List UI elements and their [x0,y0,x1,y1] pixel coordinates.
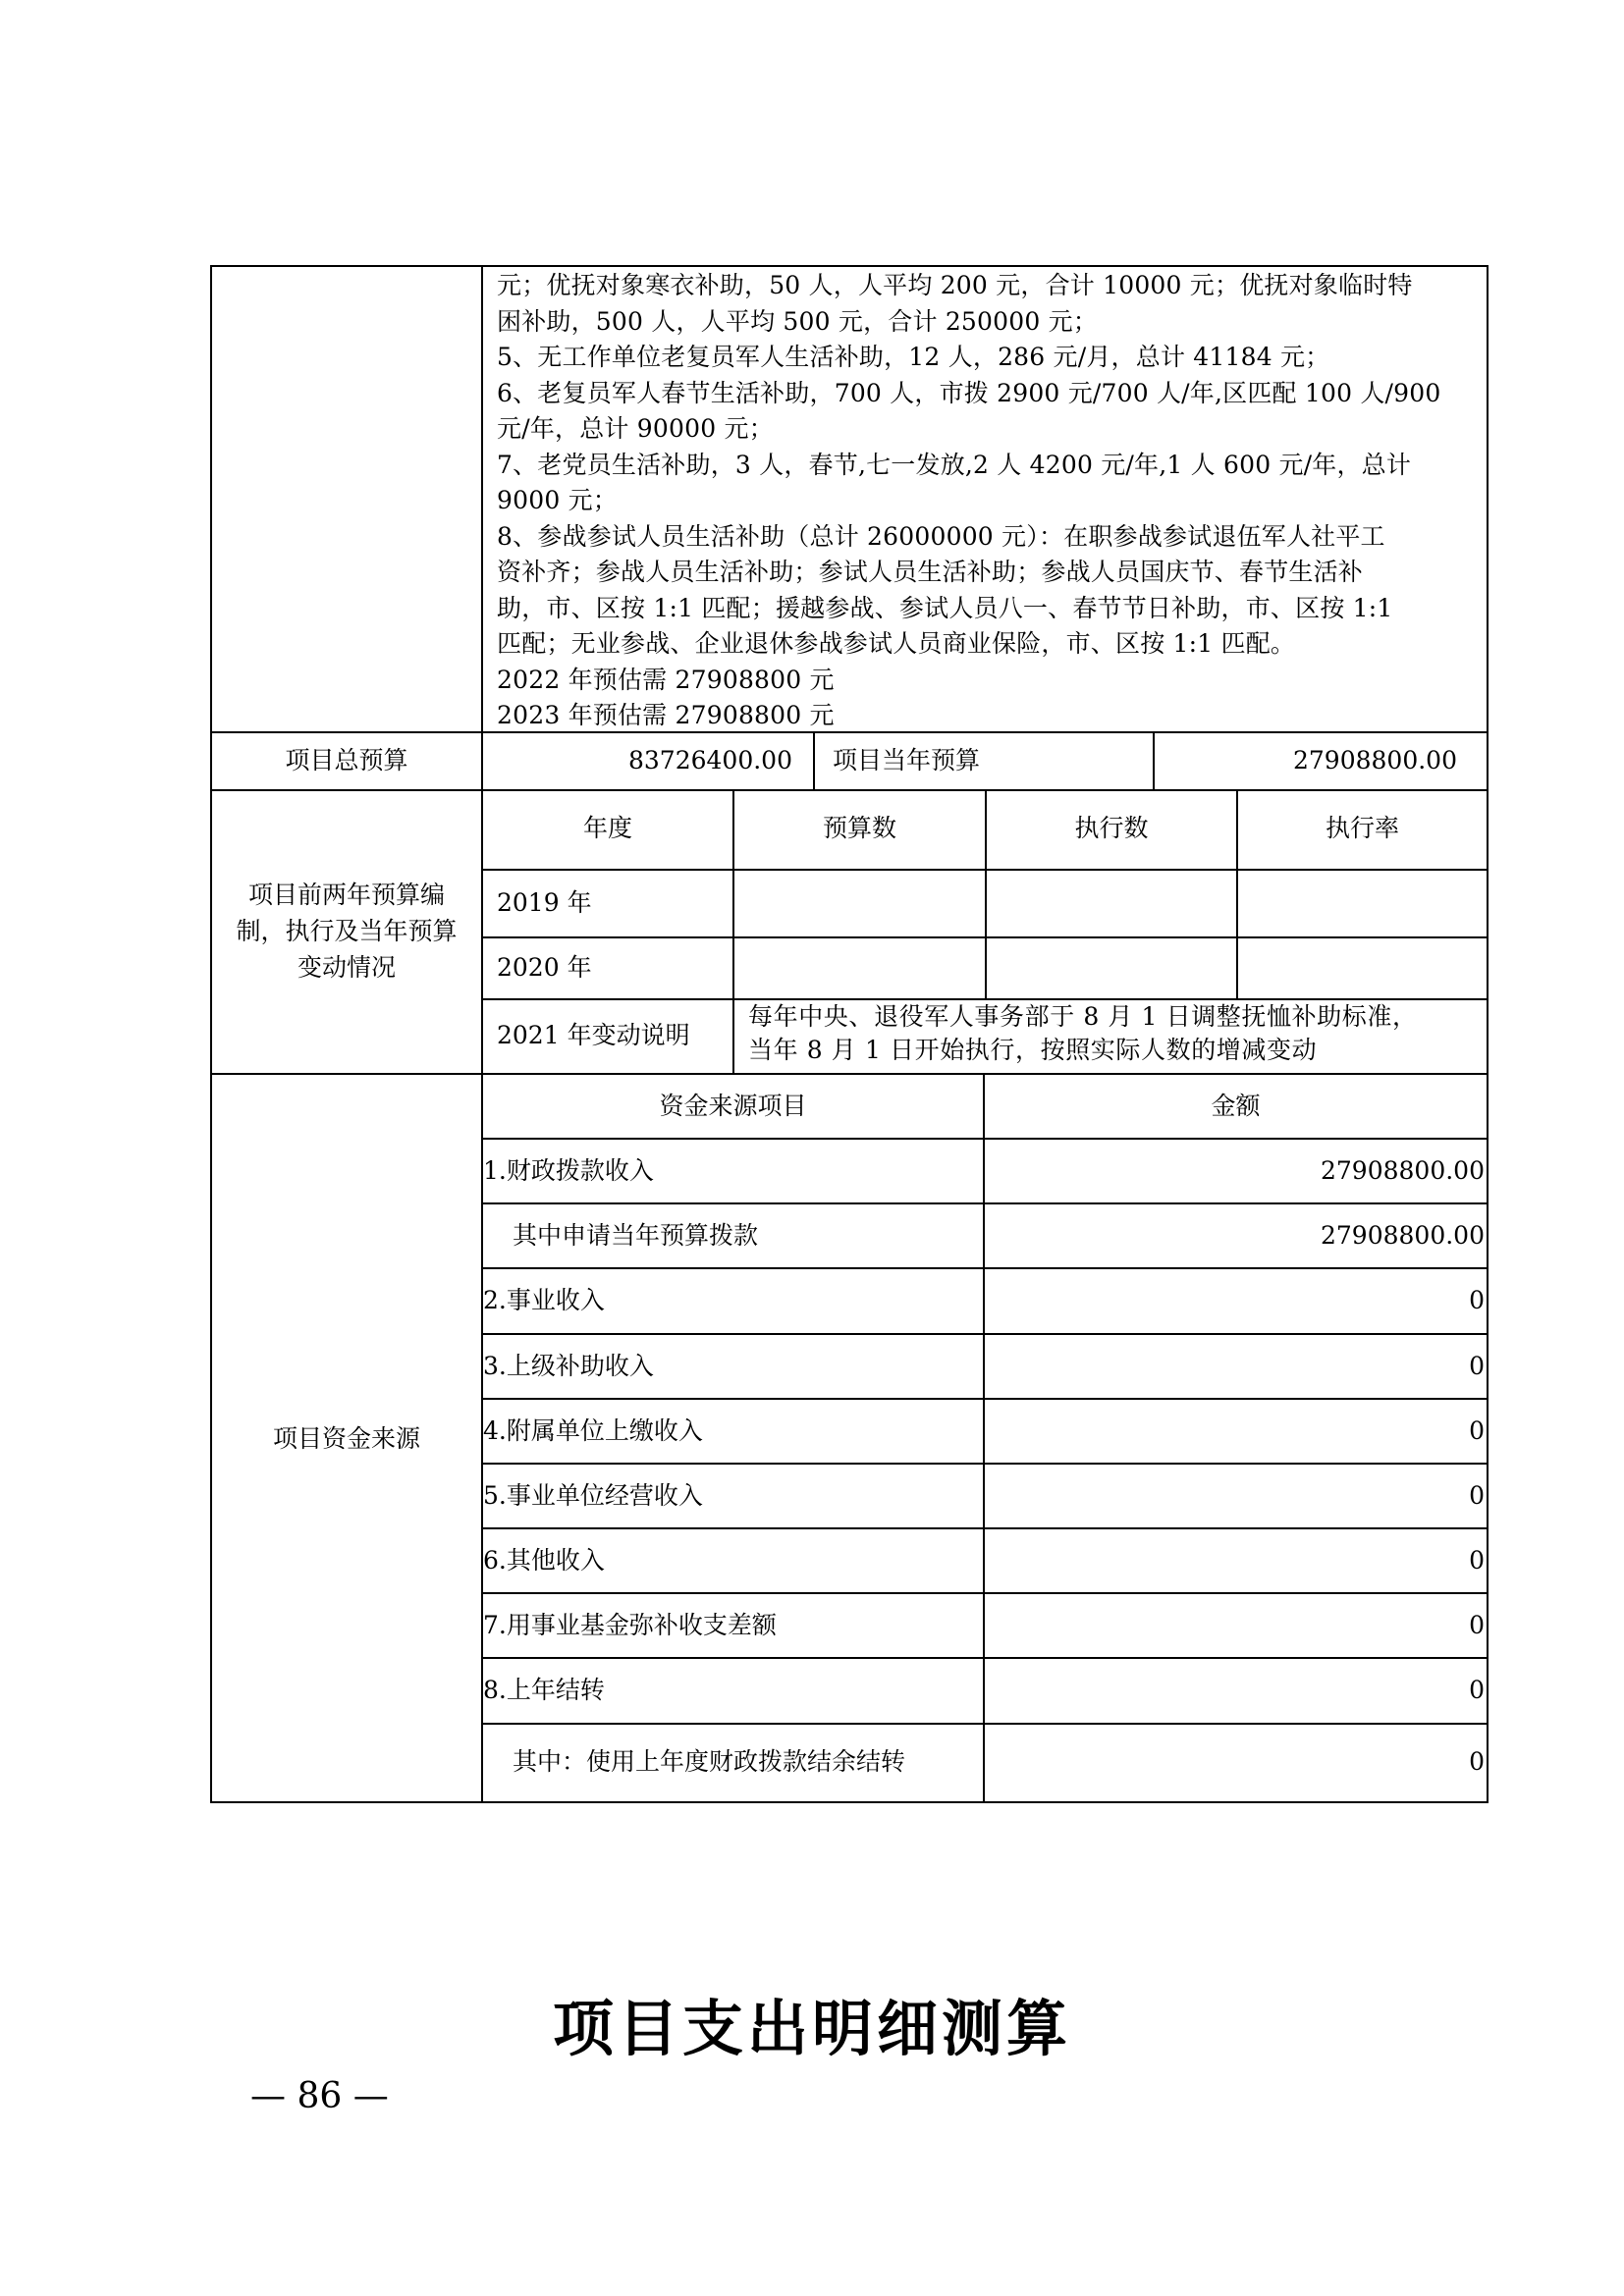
history-header-executed: 执行数 [1074,814,1149,842]
funding-header-source: 资金来源项目 [659,1092,807,1120]
funding-row-amount-6: 0 [1469,1546,1485,1575]
rule-funding-header [481,1138,1489,1140]
page-number: — 86 — [250,2076,389,2116]
rule-funding-1 [481,1202,1489,1204]
description-line: 5、无工作单位老复员军人生活补助，12 人，286 元/月，总计 41184 元； [497,343,1330,371]
funding-header-amount: 金额 [1211,1092,1261,1120]
change-description-text [748,1000,1487,1067]
rule-funding-5 [481,1463,1489,1465]
funding-row-label-5: 5.事业单位经营收入 [483,1481,703,1510]
description-line: 困补助，500 人，人平均 500 元，合计 250000 元； [497,306,1099,336]
current-budget-value: 27908800.00 [1292,746,1457,774]
funding-row-label-7: 7.用事业基金弥补收支差额 [483,1611,777,1639]
history-header-budget: 预算数 [822,814,896,842]
rule-funding-6 [481,1527,1489,1529]
funding-row-amount-4: 0 [1469,1416,1485,1445]
rule-funding-8 [481,1657,1489,1659]
table-top-border [210,265,1489,267]
description-line: 资补齐；参战人员生活补助；参试人员生活补助；参战人员国庆节、春节生活补 [497,558,1364,586]
description-line: 助，市、区按 1:1 匹配；援越参战、参试人员八一、春节节日补助，市、区按 1:1 [497,593,1393,622]
rule-funding-2 [481,1267,1489,1269]
history-row-label-line: 变动情况 [297,953,396,982]
table-bottom-border [210,1801,1489,1803]
change-description-line: 当年 8 月 1 日开始执行，按照实际人数的增减变动 [748,1036,1318,1064]
funding-row-label-3: 3.上级补助收入 [483,1352,654,1380]
rule-after-total [210,789,1489,791]
total-budget-value: 83726400.00 [627,746,792,774]
description-line: 6、老复员军人春节生活补助，700 人，市拨 2900 元/700 人/年,区匹配 100 人/900 [497,378,1441,407]
rule-funding-3 [481,1333,1489,1335]
section-title: 项目支出明细测算 [552,1993,1071,2064]
description-line: 2023 年预估需 27908800 元 [497,701,835,729]
funding-row-amount-1a: 27908800.00 [1320,1221,1485,1250]
history-header-year: 年度 [582,814,632,842]
funding-row-amount-1: 27908800.00 [1320,1156,1485,1185]
rule-funding-9 [481,1723,1489,1725]
rule-funding-4 [481,1398,1489,1400]
funding-row-amount-5: 0 [1469,1481,1485,1510]
funding-row-label-1a: 其中申请当年预算拨款 [513,1221,759,1250]
description-line: 7、老党员生活补助，3 人，春节,七一发放,2 人 4200 元/年,1 人 600 元/年，总计 [497,450,1412,479]
description-line: 9000 元； [497,486,618,514]
history-header-rate: 执行率 [1325,814,1399,842]
total-row-divider-1 [813,731,815,791]
funding-row-amount-7: 0 [1469,1611,1485,1639]
history-row-label-line: 制，执行及当年预算 [236,917,458,945]
funding-row-label-2: 2.事业收入 [483,1286,605,1314]
table-left-border [210,265,212,1803]
description-line: 元/年，总计 90000 元； [497,414,774,443]
history-row-label [212,877,481,986]
current-budget-label: 项目当年预算 [833,746,981,774]
funding-row-amount-3: 0 [1469,1352,1485,1380]
funding-row-label-8: 8.上年结转 [483,1676,605,1704]
project-description [497,268,1483,729]
funding-row-amount-2: 0 [1469,1286,1485,1314]
history-year-2019: 2019 年 [497,888,592,917]
total-budget-label: 项目总预算 [285,746,408,774]
history-row-label-line: 项目前两年预算编 [247,881,445,909]
table-right-border [1487,265,1489,1803]
change-description-label: 2021 年变动说明 [497,1021,690,1049]
description-line: 元；优抚对象寒衣补助，50 人，人平均 200 元，合计 10000 元；优抚对象临时特 [497,271,1413,299]
funding-row-label-1: 1.财政拨款收入 [483,1156,654,1185]
description-line: 8、参战参试人员生活补助（总计 26000000 元）：在职参战参试退伍军人社平工 [497,521,1385,551]
funding-row-label-6: 6.其他收入 [483,1546,605,1575]
funding-row-label: 项目资金来源 [272,1424,420,1453]
change-description-line: 每年中央、退役军人事务部于 8 月 1 日调整抚恤补助标准， [748,1002,1418,1031]
funding-row-amount-8a: 0 [1469,1747,1485,1776]
funding-row-amount-8: 0 [1469,1676,1485,1704]
funding-row-label-4: 4.附属单位上缴收入 [483,1416,703,1445]
rule-after-history [210,1073,1489,1075]
funding-row-label-8a: 其中：使用上年度财政拨款结余结转 [513,1747,906,1776]
history-year-2020: 2020 年 [497,953,592,982]
rule-funding-7 [481,1592,1489,1594]
description-line: 匹配；无业参战、企业退休参战参试人员商业保险，市、区按 1:1 匹配。 [497,629,1296,658]
description-line: 2022 年预估需 27908800 元 [497,665,835,694]
